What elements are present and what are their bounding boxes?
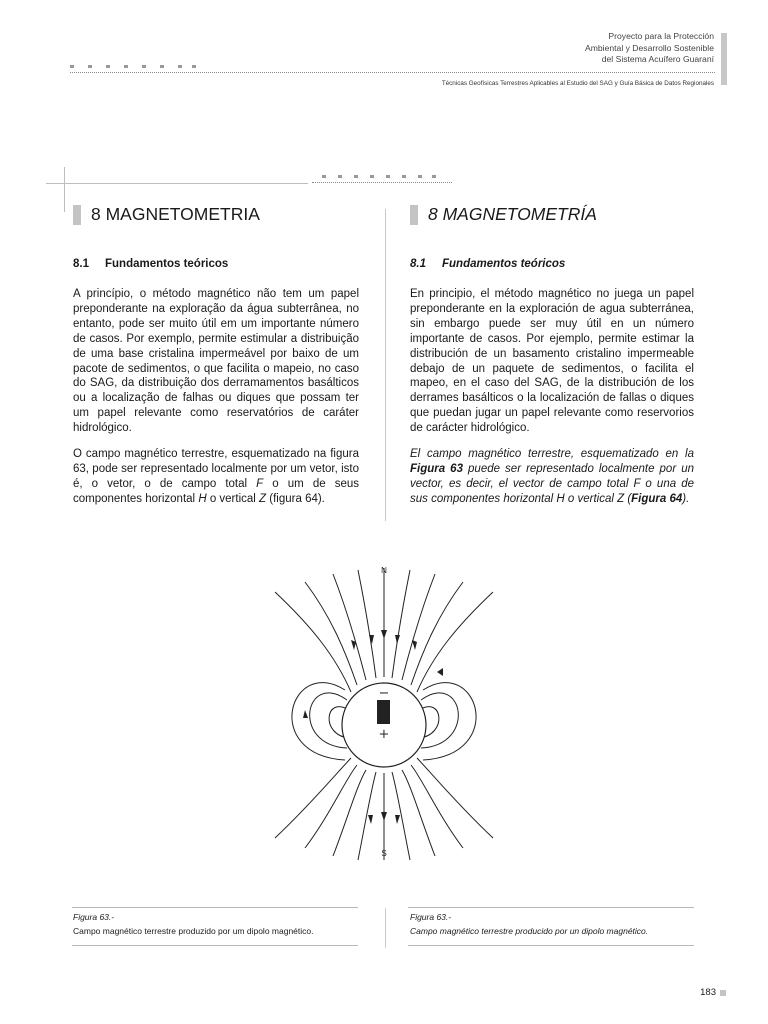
figure-64-ref: Figura 64 <box>631 492 683 505</box>
field-line-s-6 <box>392 772 410 860</box>
var-Z: Z <box>259 492 267 505</box>
arrow-n-7 <box>412 640 417 650</box>
header-title-line-1: Proyecto para la Protección <box>608 31 714 41</box>
caption-label-left: Figura 63.- <box>73 912 115 922</box>
header-title-line-3: del Sistema Acuífero Guaraní <box>601 54 714 64</box>
subsection-heading-es <box>410 258 565 270</box>
paragraph-pt-2-d: (figura 64). <box>266 492 325 505</box>
paragraph-pt-1: A princípio, o método magnético não tem um papel preponderante na exploração da água subterrânea, no entanto, pode ser muito útil em um importante número de casos. Por exemplo, permite estimular a distribuição de uma base cristalina impermeável por baixo de um pacote de sedimentos, o que facilita o mapeio, no caso do SAG, da distribuição dos derramamentos basálticos ou a localização de falhas ou diques que possam ter um papel relevante como reservatórios de caráter hidrológico. <box>73 288 359 435</box>
header-title-line-2: Ambiental y Desarrollo Sostenible <box>585 42 714 53</box>
arrow-s-6 <box>395 815 400 824</box>
divider-dot-row <box>322 168 452 186</box>
header-dot-row <box>70 58 210 76</box>
field-loop-right-middle <box>421 693 458 748</box>
column-rule <box>385 209 386 521</box>
paragraph-pt-2-b: o um de seus componentes horizontal <box>73 477 360 505</box>
field-line-n-8 <box>411 582 463 685</box>
arrow-n-5 <box>381 630 387 639</box>
page-number-text: 183 <box>700 987 716 998</box>
arrow-s-5 <box>381 812 387 821</box>
section-marker <box>410 205 418 225</box>
field-line-s-9 <box>417 758 493 838</box>
label-north: N <box>381 566 387 575</box>
dipole-magnet <box>377 700 390 724</box>
field-line-n-2 <box>305 582 357 685</box>
arrow-loop-right <box>437 668 443 676</box>
paragraph-es-2-c: ). <box>682 492 690 505</box>
field-line-s-4 <box>358 772 376 860</box>
field-loop-left-middle <box>310 693 347 748</box>
label-south: S <box>381 849 387 858</box>
caption-text-left: Campo magnético terrestre produzido por um dipolo magnético. <box>73 926 314 936</box>
caption-rule-top-right <box>408 907 694 908</box>
subsection-title-pt: Fundamentos teóricos <box>105 258 229 270</box>
field-line-s-1 <box>275 758 351 838</box>
field-line-s-2 <box>305 765 357 848</box>
figure-63-ref: Figura 63 <box>410 462 463 475</box>
arrow-s-4 <box>368 815 373 824</box>
divider-dotted-line <box>312 182 452 183</box>
section-title-es <box>410 204 597 225</box>
field-line-s-8 <box>411 765 463 848</box>
caption-rule-bottom-left <box>72 945 358 946</box>
section-title-pt <box>73 204 260 225</box>
caption-rule-bottom-right <box>408 945 694 946</box>
paragraph-es-1: En principio, el método magnético no juega un papel preponderante en la exploración de agua subterránea, sin embargo puede ser muy útil en un número importante de casos. Por ejemplo, permite estimar la distribución de un basamento cristalino impermeable debajo de un paquete de sedimentos, o facilita el mapeo, en el caso del SAG, de la distribución de los derrames basálticos o la localización de fallas o diques que puedan jugar un papel relevante como reservorios de carácter hidrológico. <box>410 288 694 435</box>
var-H: H <box>198 492 207 505</box>
caption-rule-top-left <box>72 907 358 908</box>
dipole-field-figure <box>265 560 505 860</box>
subsection-title-es: Fundamentos teóricos <box>442 258 566 270</box>
page-number-marker <box>720 990 726 996</box>
section-title-pt-text: 8 MAGNETOMETRIA <box>91 204 260 224</box>
caption-column-rule <box>385 908 386 948</box>
label-plus: + <box>378 727 390 742</box>
header-subtitle: Técnicas Geofísicas Terrestres Aplicables al Estudio del SAG y Guía Básica de Datos Regionales <box>441 80 714 87</box>
subsection-number-es: 8.1 <box>410 258 426 270</box>
section-title-es-text: 8 MAGNETOMETRÍA <box>428 204 597 224</box>
caption-text-right: Campo magnético terrestre producido por un dipolo magnético. <box>410 926 649 936</box>
paragraph-es-2-b: puede ser representado localmente por un vector, es decir, el vector de campo total F o una de sus componentes horizontal H o vertical Z ( <box>410 462 694 505</box>
subsection-number-pt: 8.1 <box>73 258 89 270</box>
var-F: F <box>256 477 264 490</box>
header-dotted-line <box>70 72 715 73</box>
paragraph-pt-2-c: o vertical <box>206 492 260 505</box>
caption-label-right: Figura 63.- <box>410 912 452 922</box>
paragraph-es-2-a: El campo magnético terrestre, esquematizado en la <box>410 448 694 460</box>
subsection-heading-pt <box>73 258 228 270</box>
header-title <box>494 31 714 66</box>
page-number <box>700 987 726 998</box>
section-marker <box>73 205 81 225</box>
arrow-n-4 <box>369 635 374 644</box>
paragraph-es-2 <box>410 447 694 507</box>
header-gray-bar <box>721 33 727 85</box>
paragraph-pt-2-a: O campo magnético terrestre, esquematizado na figura 63, pode ser representado localmente por um vetor, isto é, o vetor, o de campo total <box>73 448 359 490</box>
corner-horizontal-line <box>46 183 308 184</box>
corner-vertical-line <box>64 167 65 212</box>
label-minus: − <box>378 686 390 701</box>
arrow-loop-left <box>303 710 308 718</box>
paragraph-pt-2 <box>73 447 359 507</box>
